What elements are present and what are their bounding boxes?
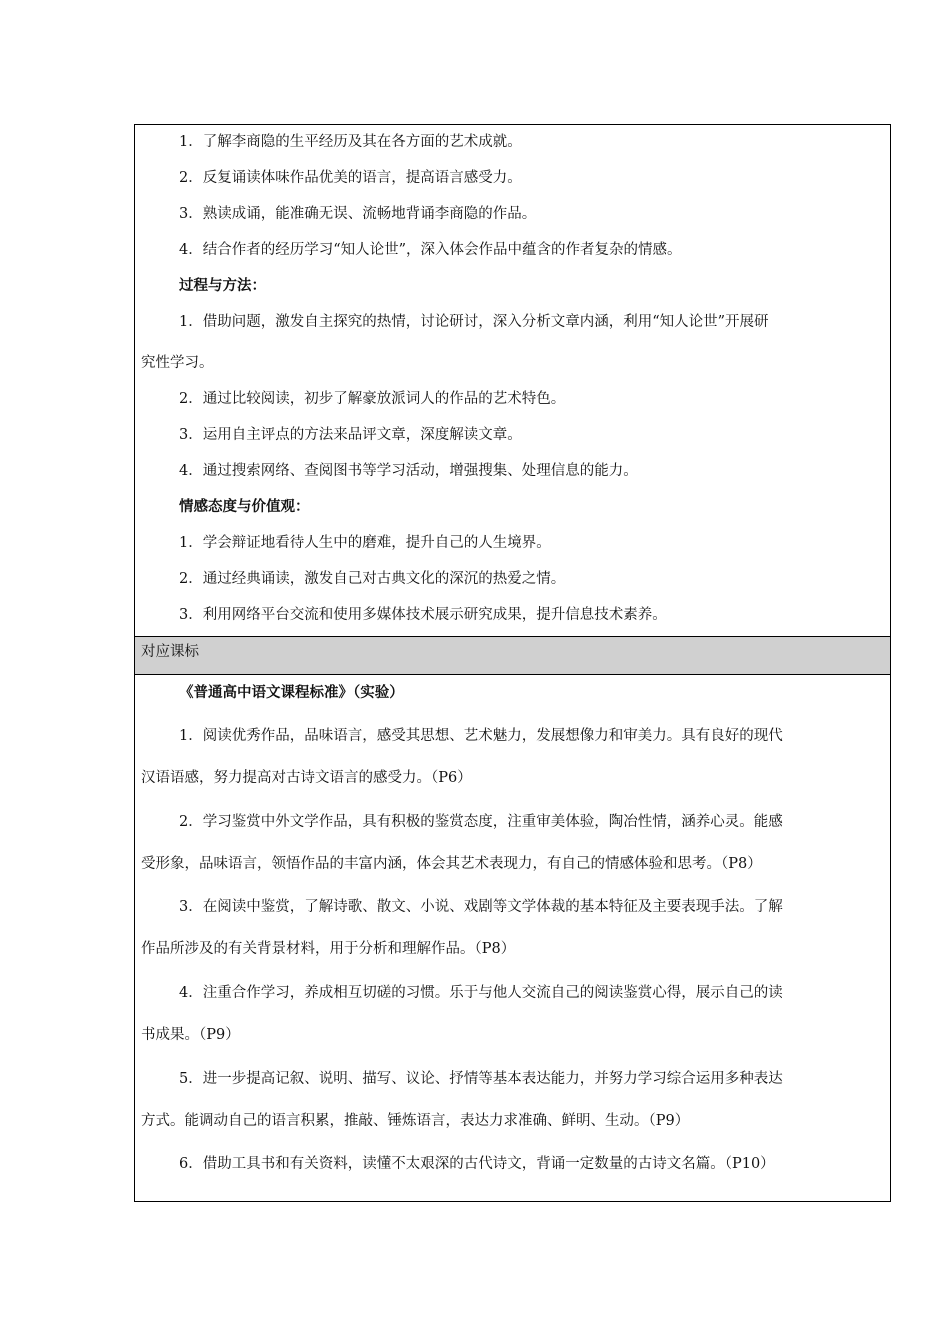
objective-line: 2．反复诵读体味作品优美的语言，提高语言感受力。 (179, 170, 522, 186)
process-method-heading: 过程与方法： (179, 277, 266, 294)
standard-line: 6．借助工具书和有关资料，读懂不太艰深的古代诗文，背诵一定数量的古诗文名篇。（P10） (179, 1156, 775, 1172)
objectives-section (135, 125, 890, 636)
objective-line: 3．利用网络平台交流和使用多媒体技术展示研究成果，提升信息技术素养。 (179, 607, 667, 623)
standard-line-continuation: 方式。能调动自己的语言积累，推敲、锤炼语言，表达力求准确、鲜明、生动。（P9） (141, 1113, 690, 1129)
standard-title: 《普通高中语文课程标准》（实验） (179, 684, 404, 701)
objective-line: 4．结合作者的经历学习“知人论世”，深入体会作品中蕴含的作者复杂的情感。 (179, 242, 682, 258)
standard-line: 1．阅读优秀作品，品味语言，感受其思想、艺术魅力，发展想像力和审美力。具有良好的现代 (179, 728, 783, 744)
objective-line: 4．通过搜索网络、查阅图书等学习活动，增强搜集、处理信息的能力。 (179, 463, 638, 479)
objective-line: 3．运用自主评点的方法来品评文章，深度解读文章。 (179, 427, 522, 443)
standard-line-continuation: 受形象，品味语言，领悟作品的丰富内涵，体会其艺术表现力，有自己的情感体验和思考。（P8） (141, 856, 762, 872)
objective-line-continuation: 究性学习。 (141, 355, 214, 371)
objective-line: 1．了解李商隐的生平经历及其在各方面的艺术成就。 (179, 134, 522, 150)
objective-line: 1．借助问题，激发自主探究的热情，讨论研讨，深入分析文章内涵，利用“知人论世”开展研 (179, 314, 769, 330)
content-table (134, 124, 891, 1202)
standard-line: 3．在阅读中鉴赏，了解诗歌、散文、小说、戏剧等文学体裁的基本特征及主要表现手法。了解 (179, 899, 783, 915)
standard-line: 5．进一步提高记叙、说明、描写、议论、抒情等基本表达能力，并努力学习综合运用多种表达 (179, 1071, 783, 1087)
objective-line: 2．通过经典诵读，激发自己对古典文化的深沉的热爱之情。 (179, 571, 566, 587)
standard-line-continuation: 汉语语感，努力提高对古诗文语言的感受力。（P6） (141, 770, 472, 786)
standard-line: 2．学习鉴赏中外文学作品，具有积极的鉴赏态度，注重审美体验，陶冶性情，涵养心灵。能感 (179, 814, 783, 830)
objective-line: 3．熟读成诵，能准确无误、流畅地背诵李商隐的作品。 (179, 206, 537, 222)
standard-line: 4．注重合作学习，养成相互切磋的习惯。乐于与他人交流自己的阅读鉴赏心得，展示自己的读 (179, 985, 783, 1001)
objective-line: 2．通过比较阅读，初步了解豪放派词人的作品的艺术特色。 (179, 391, 566, 407)
curriculum-standard-label: 对应课标 (141, 644, 199, 660)
objective-line: 1．学会辩证地看待人生中的磨难，提升自己的人生境界。 (179, 535, 551, 551)
attitude-values-heading: 情感态度与价值观： (179, 498, 310, 515)
curriculum-standard-header-row (135, 636, 890, 675)
standard-line-continuation: 作品所涉及的有关背景材料，用于分析和理解作品。（P8） (141, 941, 516, 957)
standard-line-continuation: 书成果。（P9） (141, 1027, 240, 1043)
